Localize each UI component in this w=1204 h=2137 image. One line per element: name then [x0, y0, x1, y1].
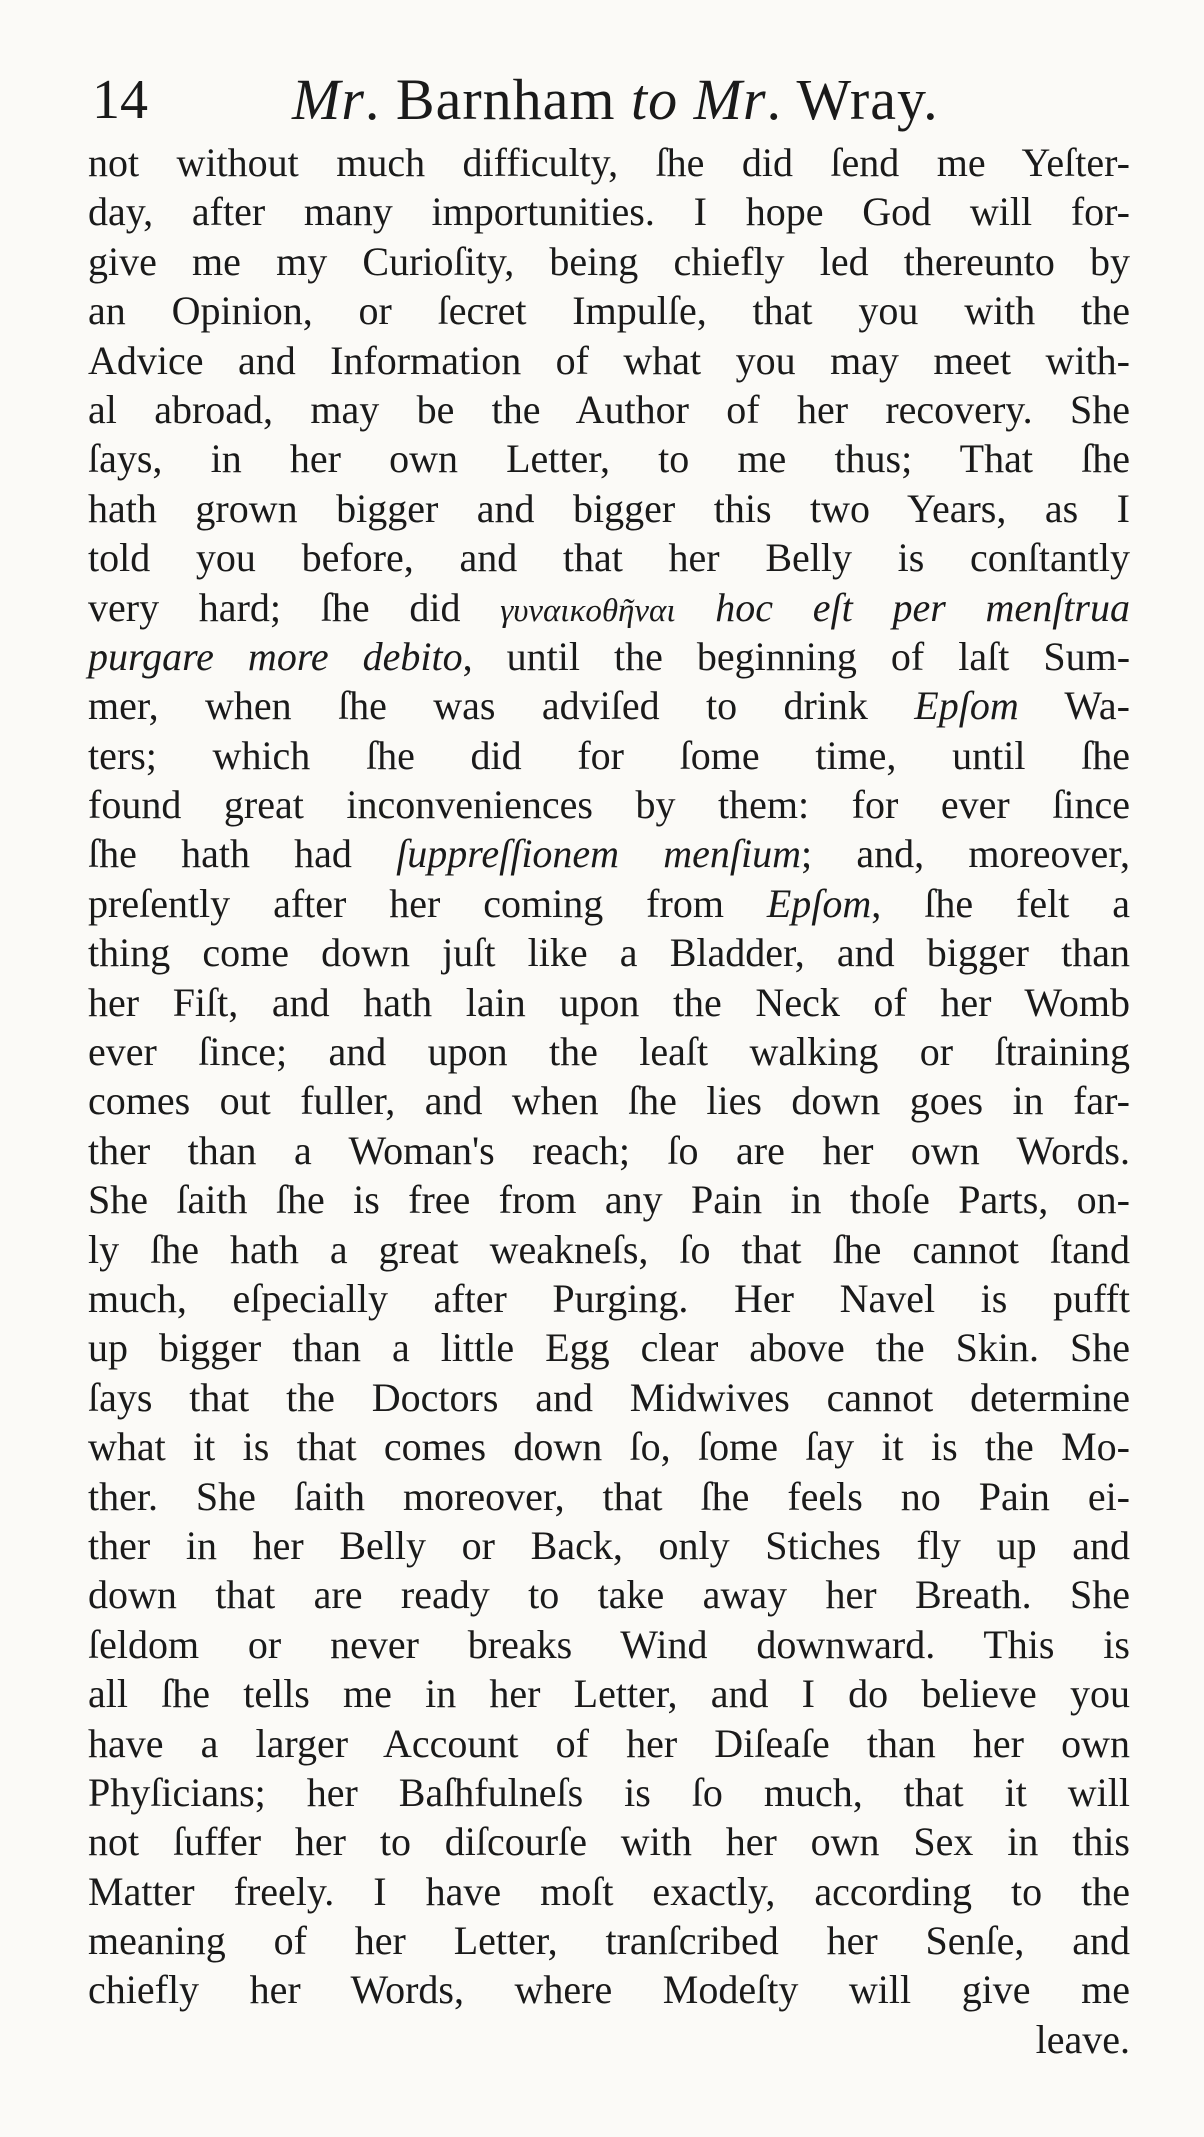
text-line: chiefly her Words, where Modeſty will give me: [88, 1967, 1130, 2013]
text-line: Matter freely. I have moſt exactly, according to the: [88, 1868, 1130, 1914]
text-line: not ſuffer her to diſcourſe with her own Sex in this: [88, 1819, 1130, 1865]
text-line-last: leave.: [1035, 2016, 1130, 2062]
place-name: Epſom: [766, 880, 872, 926]
text-line: [88, 829, 1130, 878]
text-line: Phyſicians; her Baſhfulneſs is ſo much, that it will: [88, 1769, 1130, 1815]
text-line: ther in her Belly or Back, only Stiches fly up and: [88, 1522, 1130, 1568]
running-head-to: to: [631, 67, 679, 132]
text-line: ſays, in her own Letter, to me thus; That ſhe: [88, 436, 1130, 482]
text-line: told you before, and that her Belly is conſtantly: [88, 535, 1130, 581]
text-line: an Opinion, or ſecret Impulſe, that you with the: [88, 288, 1130, 334]
running-head-mr-2: Mr: [693, 67, 767, 132]
place-name: Epſom: [914, 683, 1019, 729]
latin-phrase: purgare more debito: [88, 633, 463, 679]
running-head-mr-1: Mr: [292, 67, 365, 132]
text-line: ther than a Woman's reach; ſo are her own Words.: [88, 1127, 1130, 1173]
text-line: ther. She ſaith moreover, that ſhe feels no Pain ei-: [88, 1473, 1130, 1519]
greek-word: γυναικοθῆναι: [500, 592, 676, 629]
text-line: what it is that comes down ſo, ſome ſay it is the Mo-: [88, 1424, 1130, 1470]
body-text: [88, 138, 1130, 2064]
text-line: ſays that the Doctors and Midwives cannot determine: [88, 1374, 1130, 1420]
text-run: , ſhe felt a: [871, 880, 1130, 926]
text-line: [88, 632, 1130, 681]
text-line: give me my Curioſity, being chiefly led thereunto by: [88, 238, 1130, 284]
text-line: her Fiſt, and hath lain upon the Neck of her Womb: [88, 979, 1130, 1025]
text-line: comes out fuller, and when ſhe lies down goes in far-: [88, 1078, 1130, 1124]
text-line: down that are ready to take away her Breath. She: [88, 1572, 1130, 1618]
text-line: She ſaith ſhe is free from any Pain in thoſe Parts, on-: [88, 1177, 1130, 1223]
running-head-space: [678, 67, 694, 132]
text-line: [88, 681, 1130, 730]
text-line: have a larger Account of her Diſeaſe than her own: [88, 1720, 1130, 1766]
text-line: ſeldom or never breaks Wind downward. This is: [88, 1621, 1130, 1667]
text-line: much, eſpecially after Purging. Her Navel is pufft: [88, 1275, 1130, 1321]
text-line: ters; which ſhe did for ſome time, until ſhe: [88, 732, 1130, 778]
page-number: 14: [92, 69, 148, 131]
text-line: ly ſhe hath a great weakneſs, ſo that ſhe cannot ſtand: [88, 1226, 1130, 1272]
text-line: found great inconveniences by them: for ever ſince: [88, 782, 1130, 828]
text-line: Advice and Information of what you may meet with-: [88, 337, 1130, 383]
text-line: hath grown bigger and bigger this two Years, as I: [88, 485, 1130, 531]
text-line: ever ſince; and upon the leaſt walking or ſtraining: [88, 1029, 1130, 1075]
text-run: very hard; ſhe did: [88, 584, 501, 630]
text-line: [88, 583, 1130, 632]
text-line: not without much difficulty, ſhe did ſend me Yeſter-: [88, 140, 1130, 185]
page-header: [92, 60, 1132, 140]
text-line: [88, 879, 1130, 928]
text-run: ſhe hath had: [88, 831, 397, 877]
text-line: all ſhe tells me in her Letter, and I do believe you: [88, 1671, 1130, 1717]
text-run: Wa-: [1018, 683, 1130, 729]
text-line: up bigger than a little Egg clear above the Skin. She: [88, 1325, 1130, 1371]
running-head-barnham: . Barnham: [364, 67, 631, 132]
running-head: [292, 60, 939, 140]
text-run: preſently after her coming from: [88, 880, 767, 926]
running-head-wray: . Wray.: [766, 67, 939, 132]
text-line: thing come down juſt like a Bladder, and bigger than: [88, 930, 1130, 976]
text-line: al abroad, may be the Author of her recovery. She: [88, 386, 1130, 432]
latin-phrase: hoc eſt per menſtrua: [675, 584, 1130, 630]
text-line: day, after many importunities. I hope God will for-: [88, 189, 1130, 235]
text-run: mer, when ſhe was adviſed to drink: [88, 683, 915, 729]
latin-phrase: ſuppreſſionem menſium: [396, 831, 802, 877]
text-run: ; and, moreover,: [801, 831, 1131, 877]
text-line: meaning of her Letter, tranſcribed her Senſe, and: [88, 1918, 1130, 1964]
text-run: , until the beginning of laſt Sum-: [462, 633, 1131, 679]
